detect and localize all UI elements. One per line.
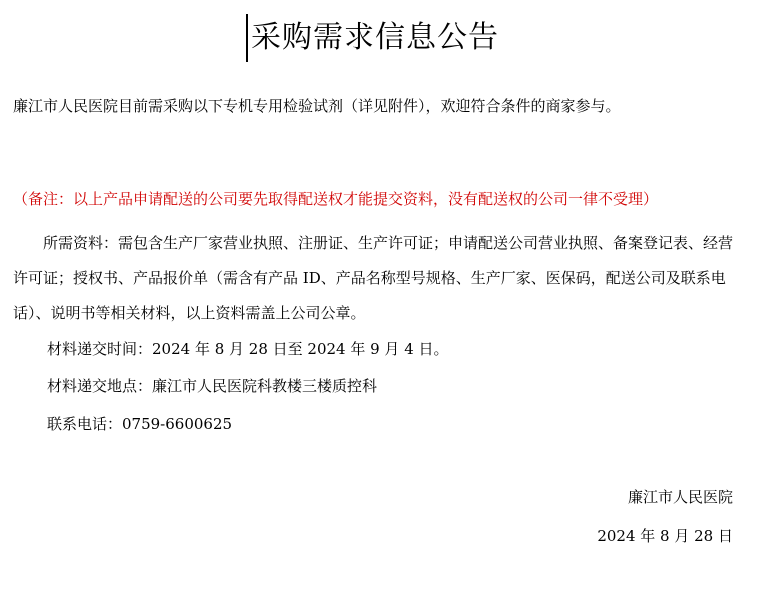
page-title: 采购需求信息公告 [246, 14, 499, 62]
signature-organization: 廉江市人民医院 [627, 488, 733, 506]
submission-time: 材料递交时间：2024 年 8 月 28 日至 2024 年 9 月 4 日。 [47, 340, 449, 358]
required-documents-paragraph: 所需资料：需包含生产厂家营业执照、注册证、生产许可证；申请配送公司营业执照、备案登记表、经营许可证；授权书、产品报价单（需含有产品 ID、产品名称型号规格、生产厂家、医保码，配送公司及联系电话）、说明书等相关材料，以上资料需盖上公司公章。 [13, 234, 734, 322]
signature-date: 2024 年 8 月 28 日 [597, 527, 733, 545]
remark-note: （备注：以上产品申请配送的公司要先取得配送权才能提交资料，没有配送权的公司一律不受理） [13, 190, 659, 208]
submission-place: 材料递交地点：廉江市人民医院科教楼三楼质控科 [47, 377, 378, 395]
intro-paragraph: 廉江市人民医院目前需采购以下专机专用检验试剂（详见附件），欢迎符合条件的商家参与。 [13, 97, 621, 115]
title-container [0, 14, 745, 62]
contact-phone: 联系电话：0759-6600625 [47, 415, 233, 433]
